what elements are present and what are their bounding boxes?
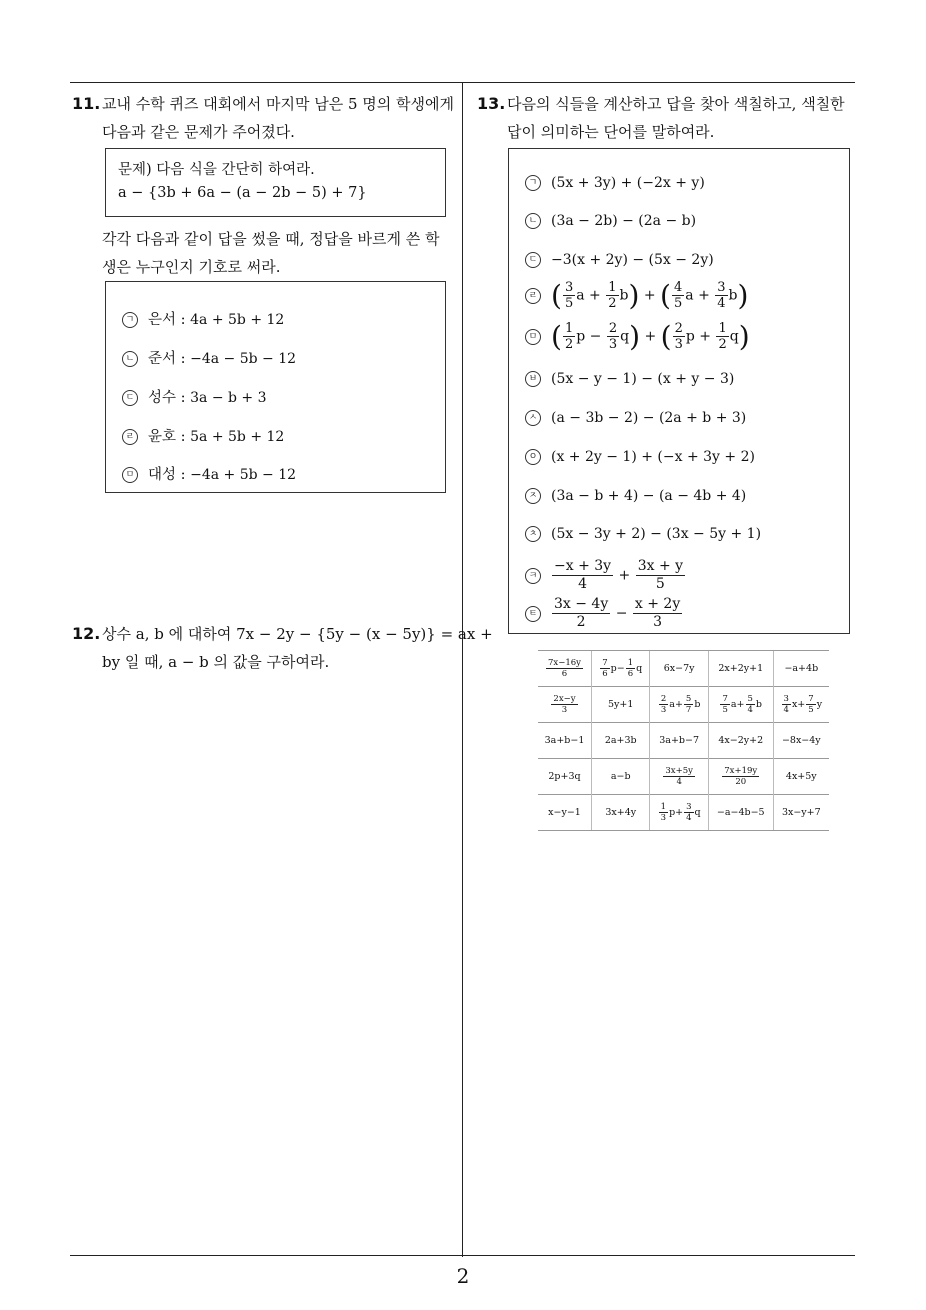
expression-item	[525, 526, 761, 542]
grid-cell[interactable]: x−y−1	[538, 795, 592, 831]
grid-cell[interactable]: $\frac{7x-16y}{6}$	[538, 651, 592, 687]
question-number: 12.	[72, 624, 101, 643]
grid-cell[interactable]: −8x−4y	[773, 723, 829, 759]
grid-cell[interactable]: $\frac{7}{6}$ p− $\frac{1}{6}$ q	[592, 651, 650, 687]
grid-cell[interactable]: 3a+b−1	[538, 723, 592, 759]
grid-cell[interactable]: −a−4b−5	[708, 795, 773, 831]
answer-item: ㅁ 대성 : −4a + 5b − 12	[122, 463, 296, 484]
column-divider	[462, 82, 463, 1257]
question-text-line: 교내 수학 퀴즈 대회에서 마지막 남은 5 명의 학생에게	[102, 95, 454, 113]
circled-marker: ㄱ	[122, 312, 138, 328]
circled-marker: ㅂ	[525, 371, 541, 387]
expression-item: ㅋ $\frac{-x + 3y}{4}$ + $\frac{3x + y}{5}$	[525, 558, 686, 593]
circled-marker: ㄹ	[122, 429, 138, 445]
grid-cell[interactable]: $\frac{7}{5}$ a+ $\frac{5}{4}$ b	[708, 687, 773, 723]
problem-expression: a − {3b + 6a − (a − 2b − 5) + 7}	[118, 185, 367, 201]
grid-cell[interactable]: −a+4b	[773, 651, 829, 687]
grid-cell[interactable]: 6x−7y	[650, 651, 708, 687]
answer-expression: 5a + 5b + 12	[190, 429, 285, 445]
question-13	[477, 90, 862, 146]
circled-marker: ㅊ	[525, 526, 541, 542]
circled-marker: ㄱ	[525, 175, 541, 191]
expression-item	[525, 213, 696, 229]
fraction: $\frac{x + 2y}{3}$	[634, 596, 681, 630]
answer-item: ㄹ 윤호 : 5a + 5b + 12	[122, 425, 284, 446]
answer-expression: 4a + 5b + 12	[190, 312, 285, 328]
expression: (5x + 3y) + (−2x + y)	[551, 175, 705, 191]
question-12	[72, 620, 493, 676]
grid-cell[interactable]: 3x−y+7	[773, 795, 829, 831]
instruction-line: 생은 누구인지 기호로 써라.	[102, 258, 281, 276]
answer-grid	[538, 650, 829, 831]
page-number: 2	[456, 1264, 470, 1288]
expression-item: ㄹ ( $\frac{3}{5}$ a + $\frac{1}{2}$ b) + ( $\frac{4}{5}$ a + $\frac{3}{4}$ b)	[525, 279, 748, 312]
grid-cell[interactable]: 4x+5y	[773, 759, 829, 795]
expression: (3a − 2b) − (2a − b)	[551, 213, 697, 229]
fraction: $\frac{1}{2}$	[564, 321, 574, 352]
question-text-line: 답이 의미하는 단어를 말하여라.	[507, 123, 715, 141]
grid-row	[538, 795, 829, 831]
expression: (5x − y − 1) − (x + y − 3)	[551, 371, 735, 387]
grid-row	[538, 651, 829, 687]
circled-marker: ㅌ	[525, 606, 541, 622]
expression-item	[525, 252, 714, 268]
grid-cell[interactable]: $\frac{1}{3}$ p+ $\frac{3}{4}$ q	[650, 795, 708, 831]
grid-cell[interactable]: $\frac{3}{4}$ x+ $\frac{7}{5}$ y	[773, 687, 829, 723]
grid-row	[538, 687, 829, 723]
grid-cell[interactable]: $\frac{2x-y}{3}$	[538, 687, 592, 723]
grid-cell[interactable]: 5y+1	[592, 687, 650, 723]
grid-cell[interactable]: 2x+2y+1	[708, 651, 773, 687]
question-11	[72, 90, 457, 146]
circled-marker: ㄹ	[525, 288, 541, 304]
circled-marker: ㅋ	[525, 568, 541, 584]
fraction: $\frac{-x + 3y}{4}$	[554, 558, 612, 592]
fraction: $\frac{1}{2}$	[608, 280, 617, 311]
problem-title: 문제) 다음 식을 간단히 하여라.	[118, 162, 315, 178]
answers-box	[105, 281, 446, 493]
problem-box	[105, 148, 446, 217]
question-text-line: 다음과 같은 문제가 주어졌다.	[102, 123, 295, 141]
student-name: 성수	[148, 390, 177, 406]
circled-marker: ㄷ	[525, 252, 541, 268]
grid-cell[interactable]: $\frac{2}{3}$ a+ $\frac{5}{7}$ b	[650, 687, 708, 723]
question-text-line: by 일 때, a − b 의 값을 구하여라.	[102, 653, 330, 671]
answer-expression: 3a − b + 3	[190, 390, 267, 406]
grid-cell[interactable]: a−b	[592, 759, 650, 795]
question-number: 13.	[477, 94, 506, 113]
grid-row	[538, 759, 829, 795]
bottom-rule	[70, 1255, 855, 1256]
fraction: $\frac{3x - 4y}{2}$	[554, 596, 609, 630]
expression: (a − 3b − 2) − (2a + b + 3)	[551, 410, 747, 426]
answer-expression: −4a − 5b − 12	[190, 351, 297, 367]
expression-item	[525, 410, 746, 426]
expressions-box	[508, 148, 850, 634]
fraction: $\frac{3}{4}$	[717, 280, 726, 311]
expression-item: ㅌ $\frac{3x - 4y}{2}$ − $\frac{x + 2y}{3}$	[525, 596, 683, 631]
circled-marker: ㅁ	[122, 467, 138, 483]
student-name: 윤호	[148, 429, 177, 445]
expression: −3(x + 2y) − (5x − 2y)	[551, 252, 714, 268]
student-name: 은서	[148, 312, 177, 328]
circled-marker: ㄷ	[122, 390, 138, 406]
instruction-line: 각각 다음과 같이 답을 썼을 때, 정답을 바르게 쓴 학	[102, 230, 440, 248]
answer-item: ㄴ 준서 : −4a − 5b − 12	[122, 347, 296, 368]
grid-cell[interactable]: 3x+4y	[592, 795, 650, 831]
expression: (x + 2y − 1) + (−x + 3y + 2)	[551, 449, 755, 465]
expression-item	[525, 371, 734, 387]
circled-marker: ㅅ	[525, 410, 541, 426]
question-number: 11.	[72, 94, 101, 113]
question-text-line: 다음의 식들을 계산하고 답을 찾아 색칠하고, 색칠한	[507, 95, 845, 113]
circled-marker: ㄴ	[122, 351, 138, 367]
grid-cell[interactable]: 2a+3b	[592, 723, 650, 759]
grid-cell[interactable]: $\frac{3x+5y}{4}$	[650, 759, 708, 795]
question-text-line: 상수 a, b 에 대하여 7x − 2y − {5y − (x − 5y)} = ax +	[102, 625, 493, 643]
expression: (5x − 3y + 2) − (3x − 5y + 1)	[551, 526, 762, 542]
grid-cell[interactable]: 3a+b−7	[650, 723, 708, 759]
circled-marker: ㄴ	[525, 213, 541, 229]
expression-item: ㅁ ( $\frac{1}{2}$ p − $\frac{2}{3}$ q) + ( $\frac{2}{3}$ p + $\frac{1}{2}$ q)	[525, 320, 750, 353]
expression-item	[525, 175, 705, 191]
grid-cell[interactable]: 2p+3q	[538, 759, 592, 795]
expression: (3a − b + 4) − (a − 4b + 4)	[551, 488, 747, 504]
fraction: $\frac{3x + y}{5}$	[637, 558, 684, 592]
answer-item: ㄷ 성수 : 3a − b + 3	[122, 386, 267, 407]
circled-marker: ㅈ	[525, 488, 541, 504]
fraction: $\frac{1}{2}$	[718, 321, 727, 352]
fraction: $\frac{4}{5}$	[673, 280, 683, 311]
circled-marker: ㅁ	[525, 329, 541, 345]
answer-expression: −4a + 5b − 12	[190, 467, 297, 483]
student-name: 대성	[148, 467, 177, 483]
grid-cell[interactable]: 4x−2y+2	[708, 723, 773, 759]
expression-item	[525, 488, 746, 504]
grid-cell[interactable]: $\frac{7x+19y}{20}$	[708, 759, 773, 795]
expression-item	[525, 449, 755, 465]
answer-item: ㄱ 은서 : 4a + 5b + 12	[122, 308, 284, 329]
question-11-instruction	[72, 225, 457, 281]
fraction: $\frac{2}{3}$	[674, 321, 683, 352]
fraction: $\frac{3}{5}$	[564, 280, 574, 311]
student-name: 준서	[148, 351, 177, 367]
fraction: $\frac{2}{3}$	[608, 321, 618, 352]
grid-row	[538, 723, 829, 759]
circled-marker: ㅇ	[525, 449, 541, 465]
